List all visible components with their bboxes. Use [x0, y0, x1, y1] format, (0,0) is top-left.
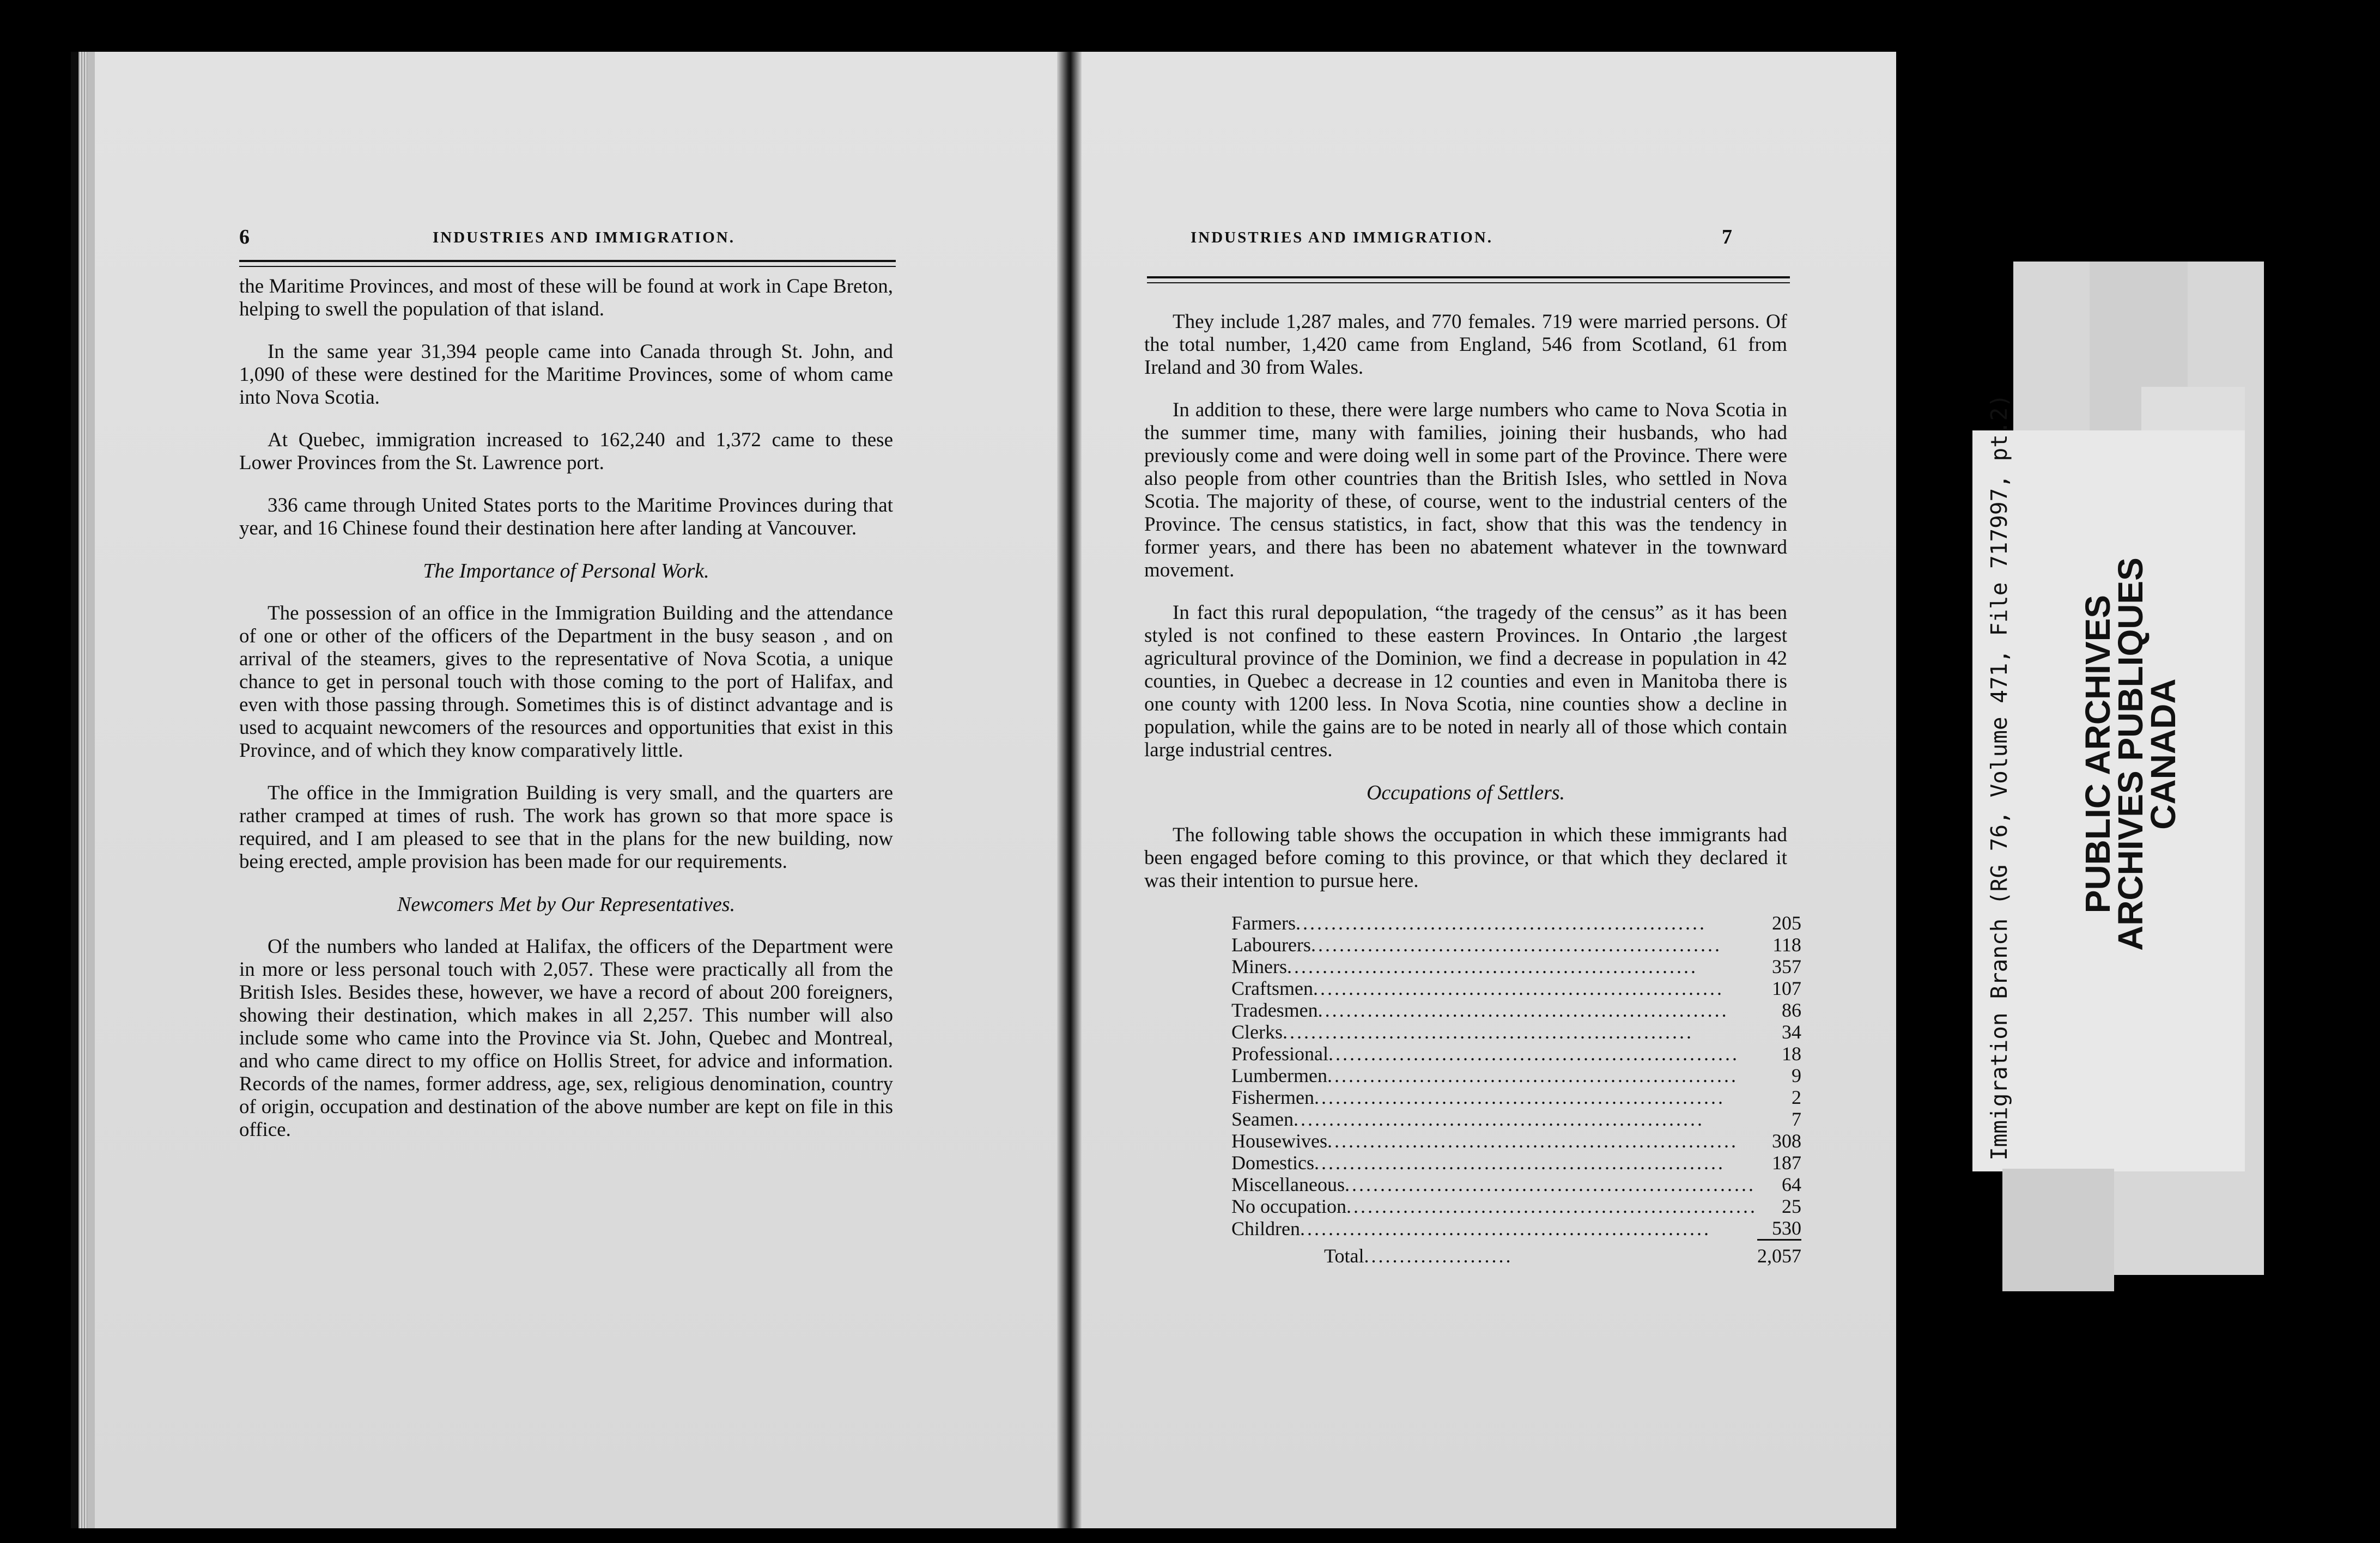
- occupation-label: Professional: [1231, 1043, 1328, 1065]
- left-text-column: [239, 275, 893, 1161]
- occupation-count: 9: [1791, 1065, 1801, 1086]
- occupations-table: [1231, 912, 1801, 1267]
- table-row: Seamen.......................................................... 7: [1231, 1108, 1801, 1130]
- total-label: Total: [1324, 1245, 1364, 1267]
- occupation-count: 205: [1771, 912, 1801, 934]
- occupation-count: 308: [1771, 1130, 1801, 1152]
- right-text-column: [1144, 311, 1801, 1267]
- total-value: 2,057: [1757, 1245, 1801, 1267]
- table-row: Craftsmen.......................................................... 107: [1231, 977, 1801, 999]
- occupation-label: Miners: [1231, 956, 1287, 977]
- occupation-count: 18: [1781, 1043, 1801, 1065]
- paragraph: In addition to these, there were large numbers who came to Nova Scotia in the summer time, many with families, joining their husbands, who had previously come and were doing well in some part of the Province. There were also people from other countries than the British Isles, who settled in Nova Scotia. The majority of these, of course, went to the industrial centers of the Province. The census statistics, in fact, show that this was the tendency in former years, and there has been no abatement whatever in the townward movement.: [1144, 399, 1787, 581]
- occupation-label: Housewives: [1231, 1130, 1327, 1152]
- section-heading: The Importance of Personal Work.: [423, 560, 709, 582]
- occupation-label: Domestics: [1231, 1152, 1314, 1174]
- running-head: INDUSTRIES AND IMMIGRATION.: [433, 229, 735, 246]
- table-row: Clerks.......................................................... 34: [1231, 1021, 1801, 1043]
- table-row: Domestics.......................................................... 187: [1231, 1152, 1801, 1174]
- table-row: Lumbermen.......................................................... 9: [1231, 1065, 1801, 1086]
- occupation-label: Tradesmen: [1231, 999, 1318, 1021]
- paragraph: 336 came through United States ports to the Maritime Provinces during that year, and 16 Chinese found their destination here after landing at Vancouver.: [239, 494, 893, 539]
- occupation-count: 107: [1771, 977, 1801, 999]
- page-number: 7: [1722, 226, 1732, 248]
- paragraph: They include 1,287 males, and 770 females. 719 were married persons. Of the total number, 1,420 came from England, 546 from Scotland, 61 from Ireland and 30 from Wales.: [1144, 311, 1787, 379]
- total-row: Total..................... 2,057: [1324, 1245, 1801, 1267]
- occupation-count: 530: [1771, 1217, 1801, 1239]
- occupation-label: Miscellaneous: [1231, 1174, 1345, 1195]
- occupation-count: 118: [1772, 934, 1801, 956]
- page-edges: [78, 52, 87, 1528]
- occupation-count: 7: [1791, 1108, 1801, 1130]
- table-row: Tradesmen.......................................................... 86: [1231, 999, 1801, 1021]
- archive-line: PUBLIC ARCHIVES: [2078, 594, 2117, 914]
- occupation-count: 34: [1781, 1021, 1801, 1043]
- open-book: [71, 52, 1896, 1528]
- archive-line: CANADA: [2144, 678, 2183, 830]
- table-row: No occupation.......................................................... 25: [1231, 1195, 1801, 1217]
- occupation-label: No occupation: [1231, 1195, 1346, 1217]
- section-heading: Newcomers Met by Our Representatives.: [397, 893, 736, 916]
- paragraph: The following table shows the occupation in which these immigrants had been engaged before coming to this province, or that which they declared it was their intention to pursue here.: [1144, 824, 1787, 892]
- paragraph: The office in the Immigration Building is very small, and the quarters are rather cramped at times of rush. The work has grown so that more space is required, and I am pleased to see that in the plans for the new building, now being erected, ample provision has been made for our requirements.: [239, 782, 893, 873]
- section-heading: Occupations of Settlers.: [1366, 781, 1565, 804]
- archive-line: ARCHIVES PUBLIQUES: [2111, 557, 2150, 951]
- table-row: Miners.......................................................... 357: [1231, 956, 1801, 977]
- occupation-count: 25: [1781, 1195, 1801, 1217]
- archive-stamp: [2078, 557, 2183, 951]
- page-number: 6: [239, 226, 250, 248]
- occupation-label: Clerks: [1231, 1021, 1283, 1043]
- occupation-label: Seamen: [1231, 1108, 1294, 1130]
- paragraph: the Maritime Provinces, and most of these will be found at work in Cape Breton, helping to swell the population of that island.: [239, 275, 893, 320]
- occupation-label: Children: [1231, 1217, 1300, 1240]
- occupation-label: Craftsmen: [1231, 977, 1313, 999]
- header-rule: [239, 260, 896, 267]
- archive-label-tab: [2002, 1169, 2114, 1291]
- paragraph: In fact this rural depopulation, “the tragedy of the census” as it has been styled is not confined to these eastern Provinces. In Ontario ,the largest agricultural province of the Dominion, we find a decrease in population in 42 counties, in Quebec a decrease in 12 counties and even in Manitoba there is one county with 1200 less. In Nova Scotia, nine counties show a decline in population, while the gains are to be noted in nearly all of those which contain large industrial centres.: [1144, 602, 1787, 761]
- occupation-count: 64: [1781, 1174, 1801, 1195]
- occupation-label: Lumbermen: [1231, 1065, 1327, 1086]
- book-gutter: [1057, 52, 1082, 1528]
- left-page: [87, 52, 1057, 1528]
- paragraph: The possession of an office in the Immigration Building and the attendance of one or other of the officers of the Department in the busy season , and on arrival of the steamers, gives to the representative of Nova Scotia, a unique chance to get in personal touch with those coming to the port of Halifax, and even with those passing through. Sometimes this is of distinct advantage and is used to acquaint newcomers of the resources and opportunities that exist in this Province, and of which they know comparatively little.: [239, 602, 893, 762]
- occupation-label: Farmers: [1231, 912, 1296, 934]
- occupation-count: 86: [1781, 999, 1801, 1021]
- table-row: Farmers.......................................................... 205: [1231, 912, 1801, 934]
- paragraph: In the same year 31,394 people came into Canada through St. John, and 1,090 of these were destined for the Maritime Provinces, some of whom came into Nova Scotia.: [239, 341, 893, 409]
- occupation-label: Fishermen: [1231, 1086, 1314, 1108]
- paragraph: Of the numbers who landed at Halifax, the officers of the Department were in more or less personal touch with 2,057. These were practically all from the British Isles. Besides these, however, we have a record of about 200 foreigners, showing their destination, which makes in all 2,257. This number will also include some who came into the Province via St. John, Quebec and Montreal, and who came direct to my office on Hollis Street, for advice and information. Records of the names, former address, age, sex, religious denomination, country of origin, occupation and destination of the above number are kept on file in this office.: [239, 935, 893, 1141]
- archive-reference: Immigration Branch (RG 76, Volume 471, File 717997, pt.2): [1986, 394, 2012, 1161]
- paragraph: At Quebec, immigration increased to 162,240 and 1,372 came to these Lower Provinces from the St. Lawrence port.: [239, 429, 893, 474]
- table-row: Fishermen.......................................................... 2: [1231, 1086, 1801, 1108]
- table-row: Children.......................................................... 530: [1231, 1217, 1801, 1240]
- occupation-count: 187: [1771, 1152, 1801, 1174]
- table-row: Professional.......................................................... 18: [1231, 1043, 1801, 1065]
- occupation-count: 357: [1771, 956, 1801, 977]
- occupation-count: 2: [1791, 1086, 1801, 1108]
- table-row: Labourers.......................................................... 118: [1231, 934, 1801, 956]
- occupation-label: Labourers: [1231, 934, 1311, 956]
- header-rule: [1147, 276, 1790, 283]
- table-row: Housewives.......................................................... 308: [1231, 1130, 1801, 1152]
- right-page: [1082, 52, 1896, 1528]
- table-row: Miscellaneous.......................................................... 64: [1231, 1174, 1801, 1195]
- running-head: INDUSTRIES AND IMMIGRATION.: [1191, 229, 1493, 246]
